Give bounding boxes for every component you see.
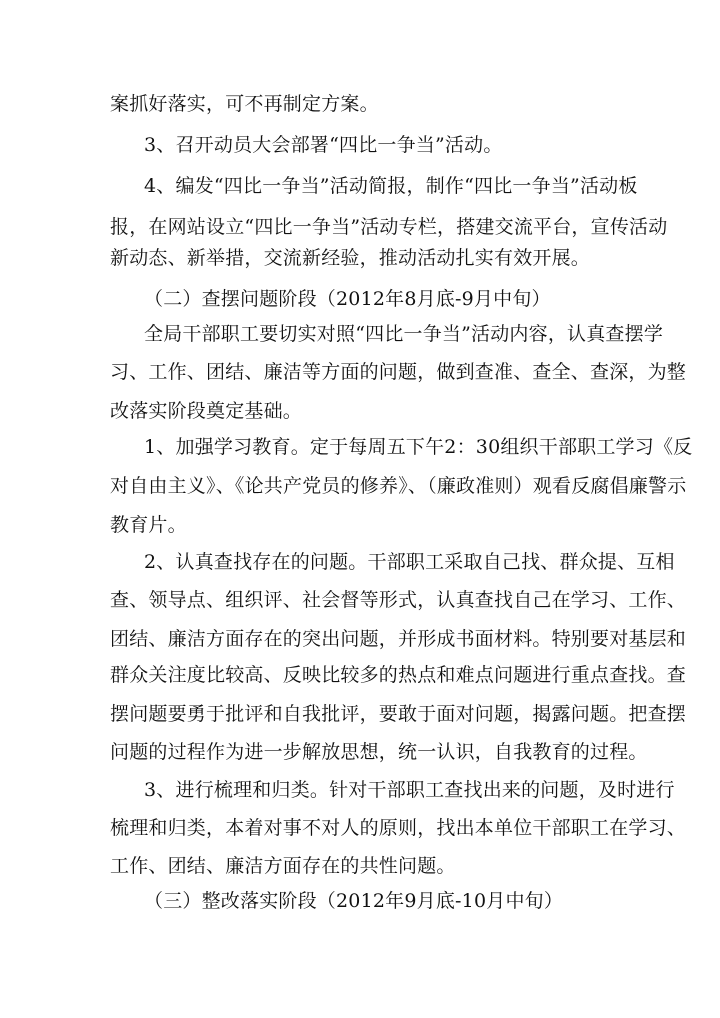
text-line: 教育片。: [110, 514, 187, 536]
text-line: 工作、团结、廉洁方面存在的共性问题。: [110, 855, 456, 877]
section-heading: （三）整改落实阶段（2012年9月底-10月中旬）: [144, 890, 564, 912]
text-line: 3、进行梳理和归类。针对干部职工查找出来的问题，及时进行: [144, 779, 675, 801]
text-line: 2、认真查找存在的问题。干部职工采取自己找、群众提、互相: [144, 551, 675, 573]
text-line: 团结、廉洁方面存在的突出问题，并形成书面材料。特别要对基层和: [110, 628, 687, 650]
text-line: 群众关注度比较高、反映比较多的热点和难点问题进行重点查找。查: [110, 664, 687, 686]
text-line: 问题的过程作为进一步解放思想，统一认识，自我教育的过程。: [110, 741, 648, 763]
text-line: 全局干部职工要切实对照“四比一争当”活动内容，认真查摆学: [144, 323, 664, 345]
text-line: 3、召开动员大会部署“四比一争当”活动。: [144, 134, 503, 156]
text-line: 梳理和归类，本着对事不对人的原则，找出本单位干部职工在学习、: [110, 817, 687, 839]
text-line: 新动态、新举措，交流新经验，推动活动扎实有效开展。: [110, 247, 591, 269]
text-line: 改落实阶段奠定基础。: [110, 400, 303, 422]
text-line: 摆问题要勇于批评和自我批评，要敢于面对问题，揭露问题。把查摆: [110, 703, 687, 725]
text-line: 案抓好落实，可不再制定方案。: [110, 93, 379, 115]
text-line: 习、工作、团结、廉洁等方面的问题，做到查准、查全、查深，为整: [110, 361, 687, 383]
section-heading: （二）查摆问题阶段（2012年8月底-9月中旬）: [144, 288, 551, 310]
text-line: 查、领导点、组织评、社会督等形式，认真查找自己在学习、工作、: [110, 589, 687, 611]
text-line: 4、编发“四比一争当”活动简报，制作“四比一争当”活动板: [144, 175, 638, 197]
text-line: 对自由主义》、《论共产党员的修养》、（廉政准则）观看反腐倡廉警示: [110, 475, 687, 497]
text-line: 1、加强学习教育。定于每周五下午2：30组织干部职工学习《反: [144, 436, 693, 458]
text-line: 报，在网站设立“四比一争当”活动专栏，搭建交流平台，宣传活动: [110, 216, 668, 238]
